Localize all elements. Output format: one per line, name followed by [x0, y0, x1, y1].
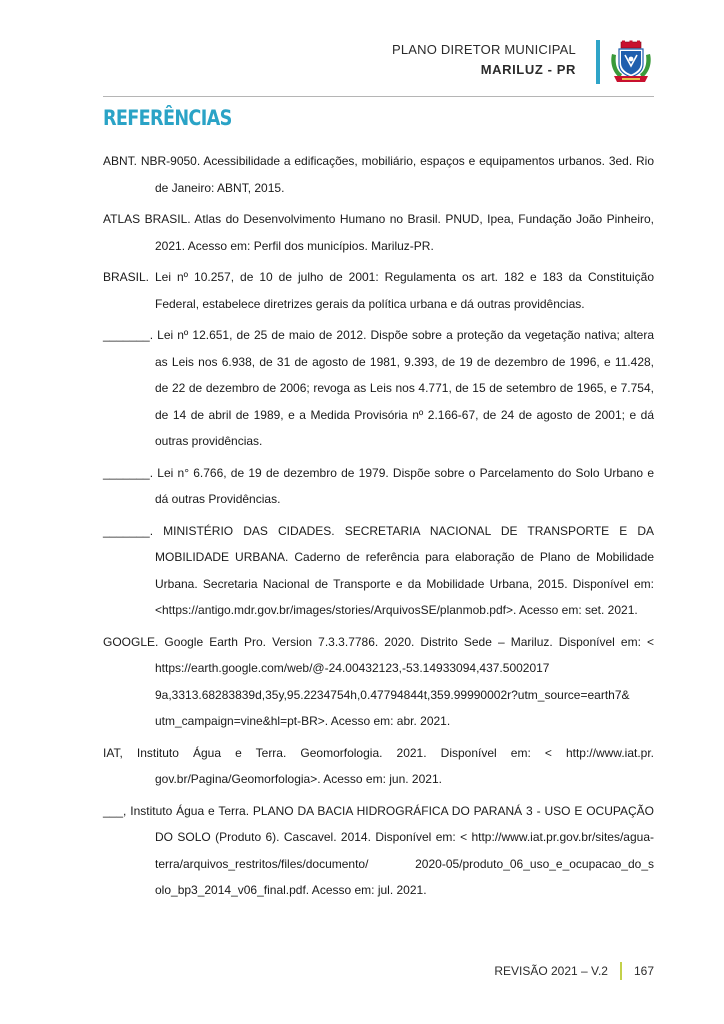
- coat-of-arms-icon: [608, 40, 654, 84]
- reference-item: BRASIL. Lei nº 10.257, de 10 de julho de 2001: Regulamenta os art. 182 e 183 da Constituição Federal, estabelece diretrizes gerais da política urbana e dá outras providências.: [103, 270, 654, 311]
- page-number: 167: [633, 964, 654, 978]
- reference-item: IAT, Instituto Água e Terra. Geomorfologia. 2021. Disponível em: < http://www.iat.pr. gov.br/Pagina/Geomorfologia>. Acesso em: jun. 2021.: [103, 745, 654, 786]
- document-header: [392, 40, 576, 80]
- reference-item: _______. Lei nº 12.651, de 25 de maio de 2012. Dispõe sobre a proteção da vegetação nativa; altera as Leis nos 6.938, de 31 de agosto de 1981, 9.393, de 19 de dezembro de 1996, e 11.428, de 22 de dezembro de 2006; revoga as Leis nos 4.771, de 15 de setembro de 1965, e 7.754, de 14 de abril de 1989, e a Medida Provisória nº 2.166-67, de 24 de agosto de 2001; e dá outras providências.: [103, 328, 654, 448]
- revision-label: REVISÃO 2021 – V.2: [494, 964, 608, 978]
- reference-item: ___, Instituto Água e Terra. PLANO DA BACIA HIDROGRÁFICA DO PARANÁ 3 - USO E OCUPAÇÃO DO SOLO (Produto 6). Cascavel. 2014. Disponível em: < http://www.iat.pr.gov.br/sites/agua-terra/arquivos_restritos/files/documento/ 2020-05/produto_06_uso_e_ocupacao_do_s olo_bp3_2014_v06_final.pdf. Acesso em: jul. 2021.: [103, 803, 654, 897]
- reference-item: GOOGLE. Google Earth Pro. Version 7.3.3.7786. 2020. Distrito Sede – Mariluz. Disponível em: < https://earth.google.com/web/@-24.00432123,-53.14933094,437.5002017 9a,3313.68283839d,35y,95.2234754h,0.47794844t,359.99990002r?utm_source=earth7& utm_campaign=vine&hl=pt-BR>. Acesso em: abr. 2021.: [103, 634, 654, 728]
- reference-item: _______. Lei n° 6.766, de 19 de dezembro de 1979. Dispõe sobre o Parcelamento do Solo Urbano e dá outras Providências.: [103, 465, 654, 506]
- section-title: REFERÊNCIAS: [103, 106, 232, 130]
- reference-item: ABNT. NBR-9050. Acessibilidade a edificações, mobiliário, espaços e equipamentos urbanos. 3ed. Rio de Janeiro: ABNT, 2015.: [103, 154, 654, 195]
- references-list: [103, 148, 654, 909]
- footer-separator: [620, 962, 622, 980]
- header-title: PLANO DIRETOR MUNICIPAL: [392, 42, 576, 57]
- page-footer: [494, 962, 654, 980]
- header-divider: [103, 96, 654, 97]
- reference-item: ATLAS BRASIL. Atlas do Desenvolvimento Humano no Brasil. PNUD, Ipea, Fundação João Pinheiro, 2021. Acesso em: Perfil dos municípios. Mariluz-PR.: [103, 212, 654, 253]
- reference-item: _______. MINISTÉRIO DAS CIDADES. SECRETARIA NACIONAL DE TRANSPORTE E DA MOBILIDADE URBANA. Caderno de referência para elaboração de Plano de Mobilidade Urbana. Secretaria Nacional de Transporte e da Mobilidade Urbana, 2015. Disponível em: <https://antigo.mdr.gov.br/images/stories/ArquivosSE/planmob.pdf>. Acesso em: set. 2021.: [103, 523, 654, 617]
- header-accent-bar: [596, 40, 600, 84]
- header-city: MARILUZ - PR: [480, 62, 576, 77]
